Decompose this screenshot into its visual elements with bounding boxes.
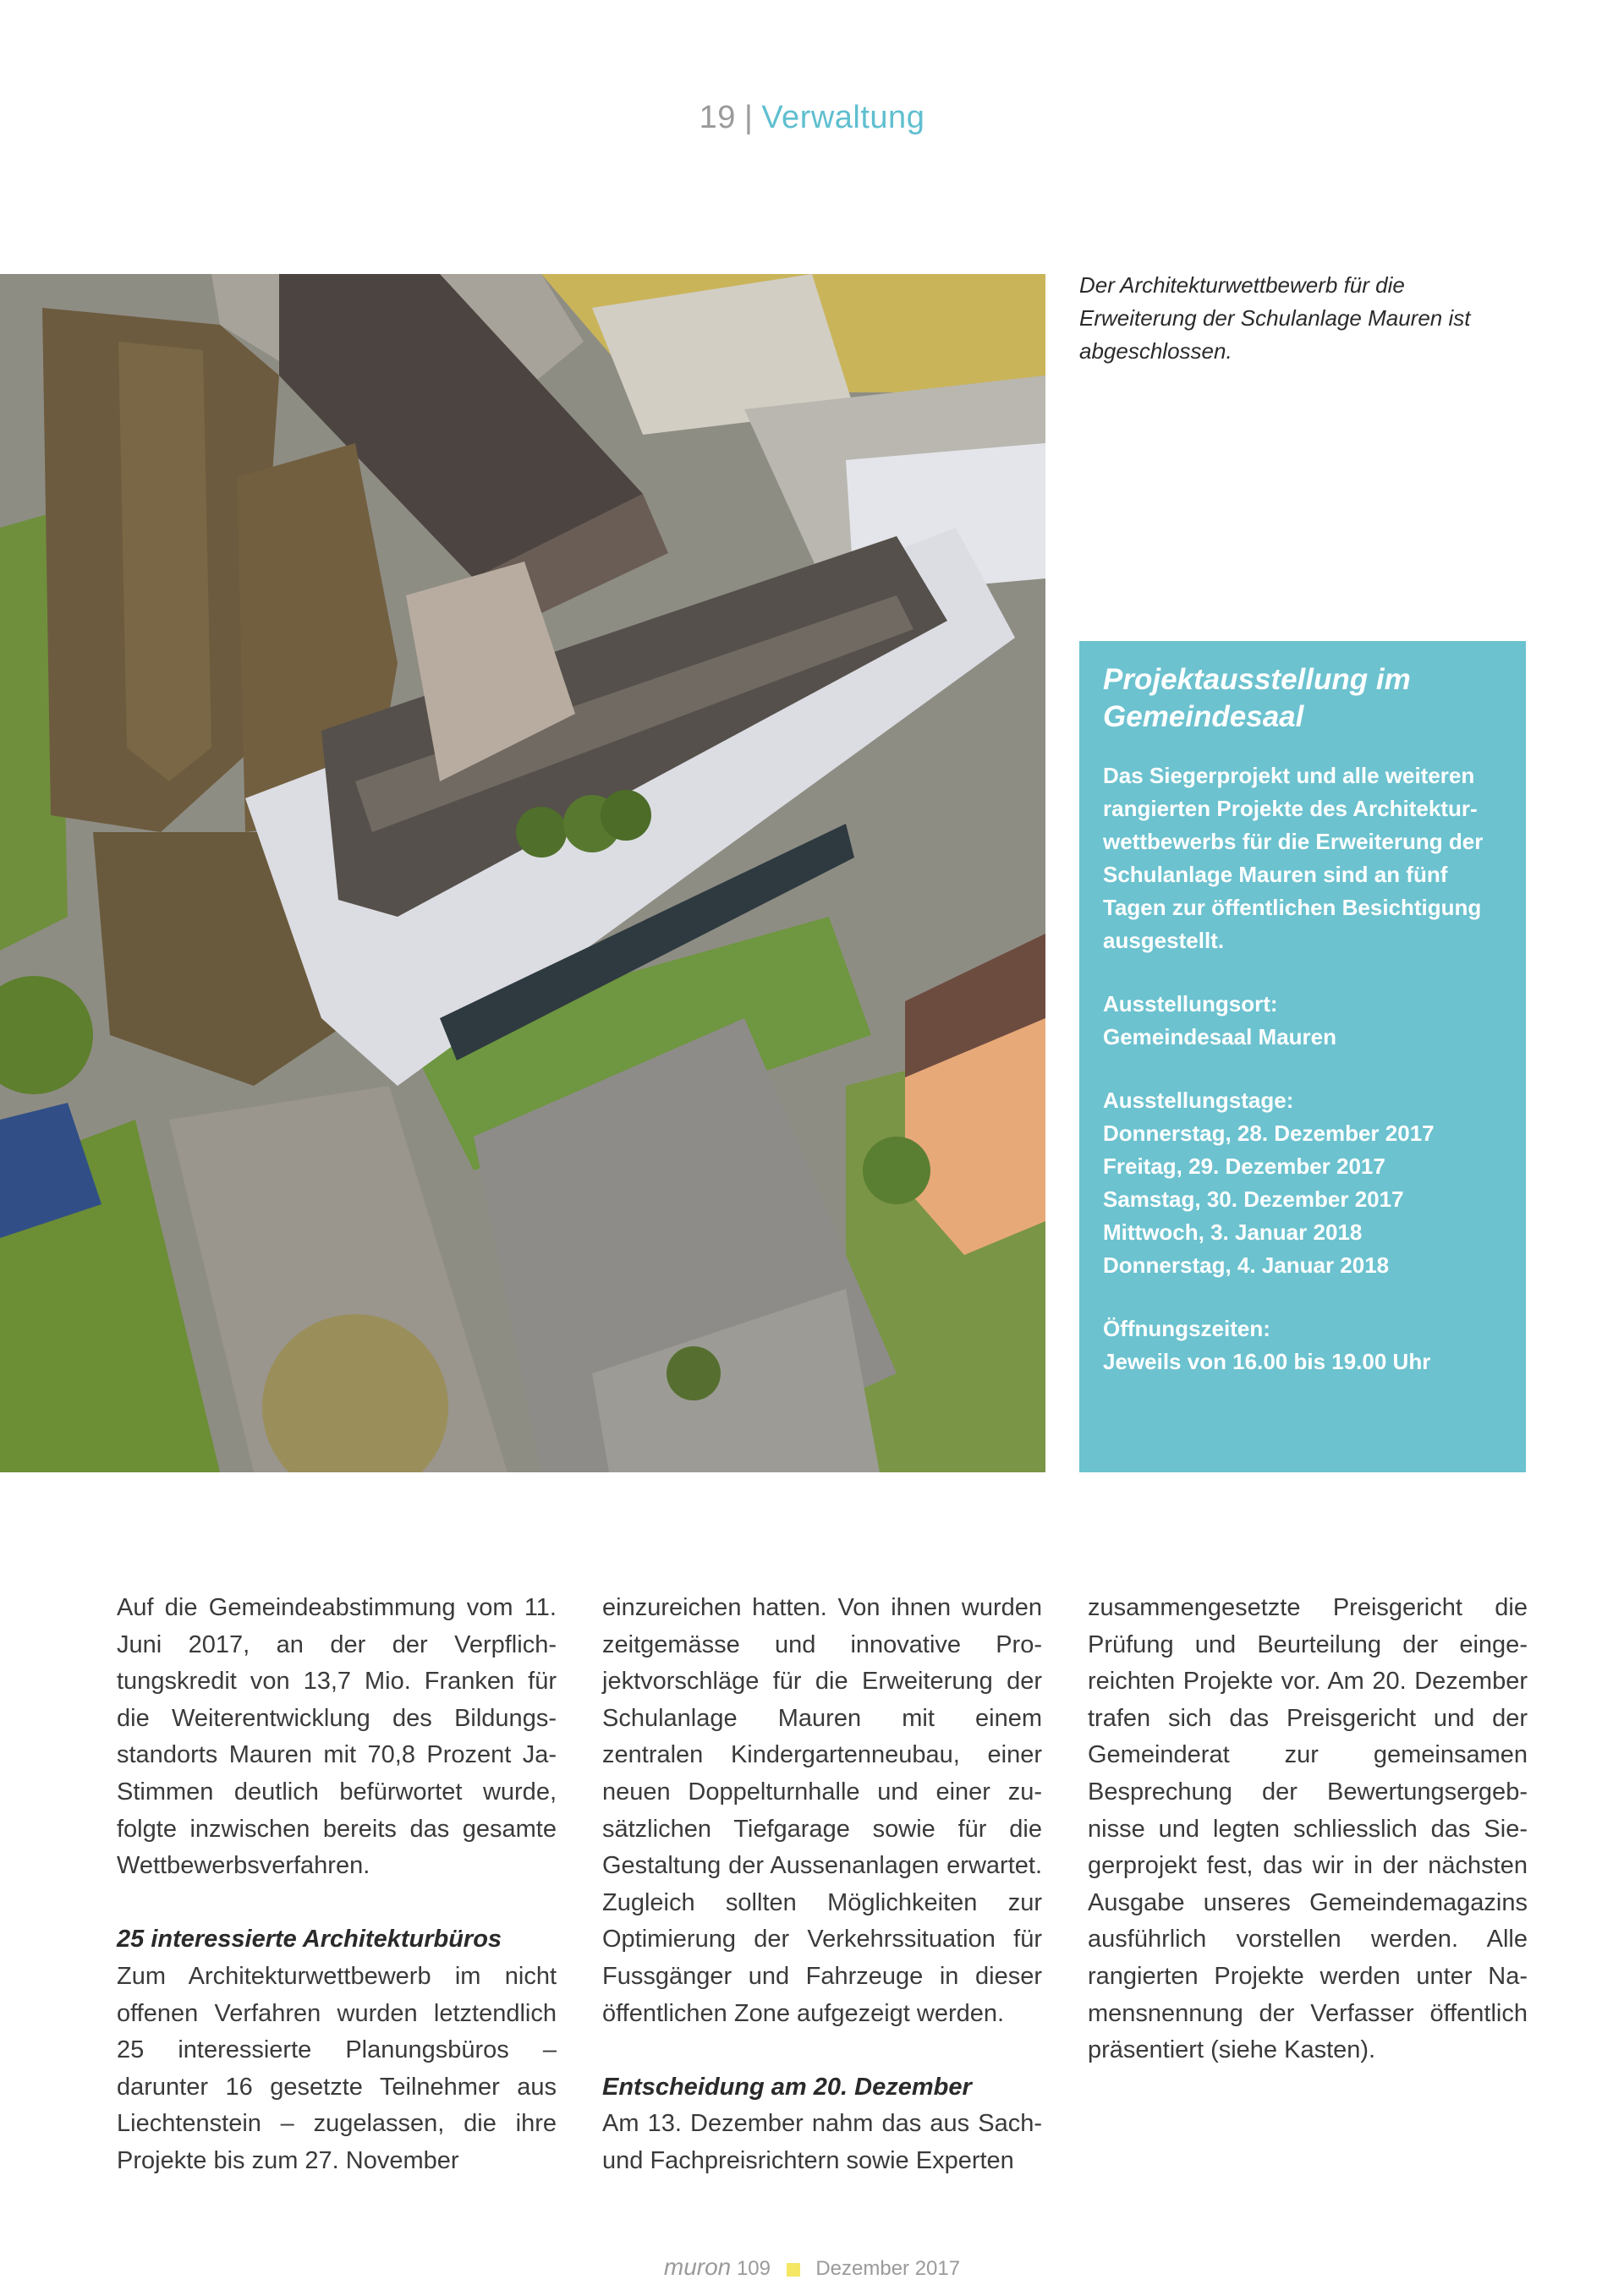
- header-separator: |: [743, 100, 754, 135]
- hours-label: Öffnungszeiten:: [1103, 1316, 1270, 1341]
- page-footer: [0, 2254, 1624, 2281]
- hours-value: Jeweils von 16.00 bis 19.00 Uhr: [1103, 1349, 1431, 1374]
- article-paragraph: Am 13. Dezember nahm das aus Sach- und Fachpreisrichtern sowie Experten: [602, 2110, 1042, 2174]
- exhibition-day: Freitag, 29. Dezember 2017: [1103, 1153, 1385, 1179]
- article-paragraph: Auf die Gemeindeabstimmung vom 11. Juni 2017, an der der Verpflichtungskredit von 13,7 Mio. Franken für die Weiterentwicklung des Bildungsstandorts Mauren mit 70,8 Prozent Ja-Stimmen deutlich befürwortet wurde, folgte inzwischen bereits das gesamte Wettbewerbsverfahren.: [117, 1594, 557, 1880]
- article-subheading: 25 interessierte Architekturbüros: [117, 1926, 502, 1954]
- article-paragraph: einzureichen hatten. Von ihnen wurden zeitgemässe und innovative Projektvorschläge für die Erweiterung der Schulanlage Mauren mit einem zentralen Kindergartenneubau, einer neuen Doppelturnhalle und einer zusätzlichen Tiefgarage sowie für die Gestaltung der Aussenanlagen erwartet. Zugleich sollten Möglichkeiten zur Optimierung der Verkehrssituation für Fussgänger und Fahrzeuge in dieser öffentlichen Zone aufgezeigt werden.: [602, 1594, 1042, 2027]
- infobox-title: Projektausstellung im Gemeindesaal: [1103, 663, 1411, 733]
- days-label: Ausstellungstage:: [1103, 1088, 1294, 1113]
- article-column-2: [602, 1590, 1042, 2217]
- exhibition-day: Samstag, 30. Dezember 2017: [1103, 1186, 1404, 1212]
- exhibition-info-box: [1079, 641, 1526, 1472]
- opening-hours: [1103, 1312, 1501, 1378]
- yellow-square-icon: [787, 2263, 800, 2277]
- article-paragraph: Zum Architekturwettbewerb im nicht offenen Verfahren wurden letztendlich 25 interessierte Planungsbüros – darunter 16 gesetzte Teilnehmer aus Liechtenstein – zugelassen, die ihre Projekte bis zum 27. November: [117, 1962, 557, 2174]
- exhibition-day: Donnerstag, 28. Dezember 2017: [1103, 1121, 1435, 1146]
- issue-date: Dezember 2017: [815, 2257, 961, 2280]
- aerial-photo: [0, 274, 1045, 1472]
- page-header: [0, 100, 1624, 136]
- issue-number: 109: [736, 2257, 771, 2280]
- article-paragraph: zusammengesetzte Preisgericht die Prüfung und Beurteilung der eingereichten Projekte vor. Am 20. Dezember trafen sich das Preisgericht und der Gemeinderat zur gemeinsamen Besprechung der Bewertungsergebnisse und legten schliesslich das Siegerprojekt fest, das wir in der nächsten Ausgabe unseres Gemeindemagazins ausführlich vorstellen werden. Alle rangierten Projekte werden unter Namensnennung der Verfasser öffentlich präsentiert (siehe Kasten).: [1088, 1594, 1528, 2064]
- magazine-brand: muron: [663, 2254, 732, 2280]
- place-value: Gemeindesaal Mauren: [1103, 1024, 1336, 1049]
- exhibition-day: Mittwoch, 3. Januar 2018: [1103, 1219, 1363, 1245]
- article-column-3: [1088, 1590, 1528, 2106]
- exhibition-days: [1103, 1084, 1501, 1282]
- photo-caption: Der Architekturwettbewerb für die Erweiterung der Schulanlage Mauren ist abgeschlossen.: [1079, 272, 1471, 364]
- place-label: Ausstellungsort:: [1103, 991, 1278, 1016]
- exhibition-place: [1103, 988, 1501, 1054]
- infobox-intro: Das Siegerprojekt und alle weiteren rangierten Projekte des Architekturwettbewerbs für die Erweiterung der Schulanlage Mauren sind an fünf Tagen zur öffentlichen Besichtigung ausgestellt.: [1103, 763, 1484, 953]
- section-title: Verwaltung: [761, 100, 925, 135]
- article-subheading: Entscheidung am 20. Dezember: [602, 2073, 972, 2101]
- article-column-1: [117, 1590, 557, 2217]
- exhibition-day: Donnerstag, 4. Januar 2018: [1103, 1252, 1390, 1278]
- page-number: 19: [699, 100, 736, 135]
